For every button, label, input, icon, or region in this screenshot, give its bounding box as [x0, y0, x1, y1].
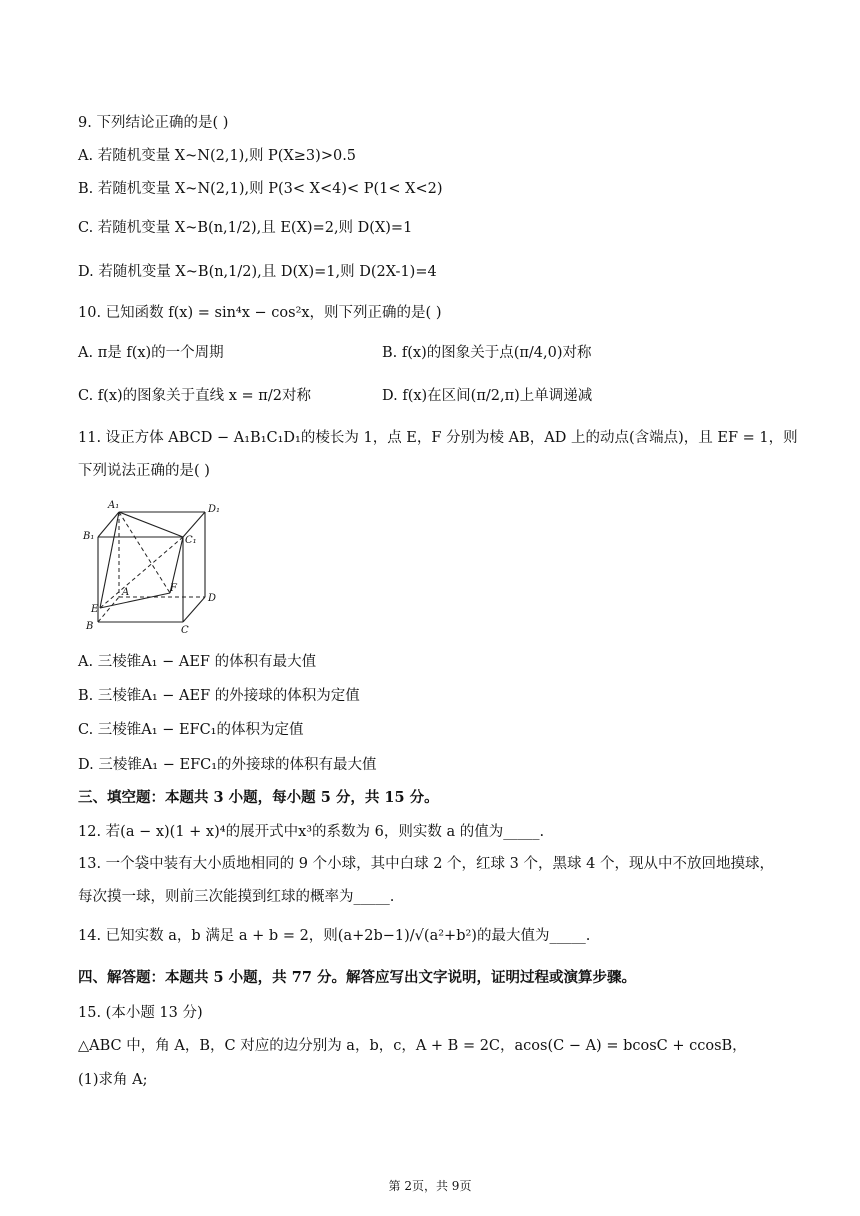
q9-option-a: A. 若随机变量 X~N(2,1),则 P(X≥3)>0.5	[78, 148, 357, 164]
label-d: D	[208, 593, 217, 604]
section-4-heading: 四、解答题：本题共 5 小题，共 77 分。解答应写出文字说明，证明过程或演算步骤。	[78, 969, 636, 986]
q15-part1: (1)求角 A;	[78, 1072, 148, 1088]
q12: 12. 若(a − x)(1 + x)⁴的展开式中x³的系数为 6，则实数 a 的值为_____.	[78, 824, 545, 840]
q11-option-a: A. 三棱锥A₁ − AEF 的体积有最大值	[78, 654, 317, 670]
label-c: C	[181, 625, 189, 636]
q11-stem-line2: 下列说法正确的是( )	[78, 463, 210, 479]
q11-stem-line1: 11. 设正方体 ABCD − A₁B₁C₁D₁的棱长为 1，点 E，F 分别为棱 AB，AD 上的动点(含端点)，且 EF = 1，则	[78, 430, 798, 446]
q11-option-c: C. 三棱锥A₁ − EFC₁的体积为定值	[78, 722, 304, 738]
label-f: F	[170, 583, 177, 594]
label-d1: D₁	[208, 504, 221, 515]
q9-option-c: C. 若随机变量 X~B(n,1/2),且 E(X)=2,则 D(X)=1	[78, 220, 413, 236]
label-b1: B₁	[83, 531, 95, 542]
label-b: B	[86, 621, 94, 632]
edge-a1-c1	[119, 512, 183, 537]
q9-option-b: B. 若随机变量 X~N(2,1),则 P(3< X<4)< P(1< X<2)	[78, 181, 443, 197]
q9-stem: 9. 下列结论正确的是( )	[78, 115, 229, 131]
cube-figure	[82, 497, 222, 637]
edge-c1-d1	[183, 512, 205, 537]
q10-option-d: D. f(x)在区间(π/2,π)上单调递减	[382, 388, 593, 404]
q10-option-b: B. f(x)的图象关于点(π/4,0)对称	[382, 345, 592, 361]
segment-e-f	[100, 593, 170, 608]
label-a1: A₁	[108, 500, 120, 511]
edge-c-d	[183, 597, 205, 622]
q15-line1: △ABC 中，角 A，B，C 对应的边分别为 a，b，c，A + B = 2C，acos(C − A) = bcosC + ccosB，	[78, 1038, 747, 1054]
label-a: A	[122, 587, 130, 598]
q11-option-d: D. 三棱锥A₁ − EFC₁的外接球的体积有最大值	[78, 757, 377, 773]
label-e: E	[91, 604, 99, 615]
q9-option-d: D. 若随机变量 X~B(n,1/2),且 D(X)=1,则 D(2X-1)=4	[78, 264, 437, 280]
q11-option-b: B. 三棱锥A₁ − AEF 的外接球的体积为定值	[78, 688, 360, 704]
q10-option-a: A. π是 f(x)的一个周期	[78, 345, 224, 361]
label-c1: C₁	[185, 535, 197, 546]
page-footer: 第 2页，共 9页	[388, 1179, 472, 1193]
q15-header: 15. (本小题 13 分)	[78, 1005, 203, 1021]
q14: 14. 已知实数 a，b 满足 a + b = 2，则(a+2b−1)/√(a²+b²)的最大值为_____.	[78, 928, 591, 944]
q13-line2: 每次摸一球，则前三次能摸到红球的概率为_____.	[78, 889, 395, 905]
segment-a1-f-dashed	[119, 512, 170, 593]
q13-line1: 13. 一个袋中装有大小质地相同的 9 个小球，其中白球 2 个，红球 3 个，黑球 4 个，现从中不放回地摸球，	[78, 856, 774, 872]
q10-stem: 10. 已知函数 f(x) = sin⁴x − cos²x，则下列正确的是( )	[78, 305, 442, 321]
edge-b1-a1	[98, 512, 119, 537]
q10-option-c: C. f(x)的图象关于直线 x = π/2对称	[78, 388, 311, 404]
section-3-heading: 三、填空题：本题共 3 小题，每小题 5 分，共 15 分。	[78, 789, 439, 806]
